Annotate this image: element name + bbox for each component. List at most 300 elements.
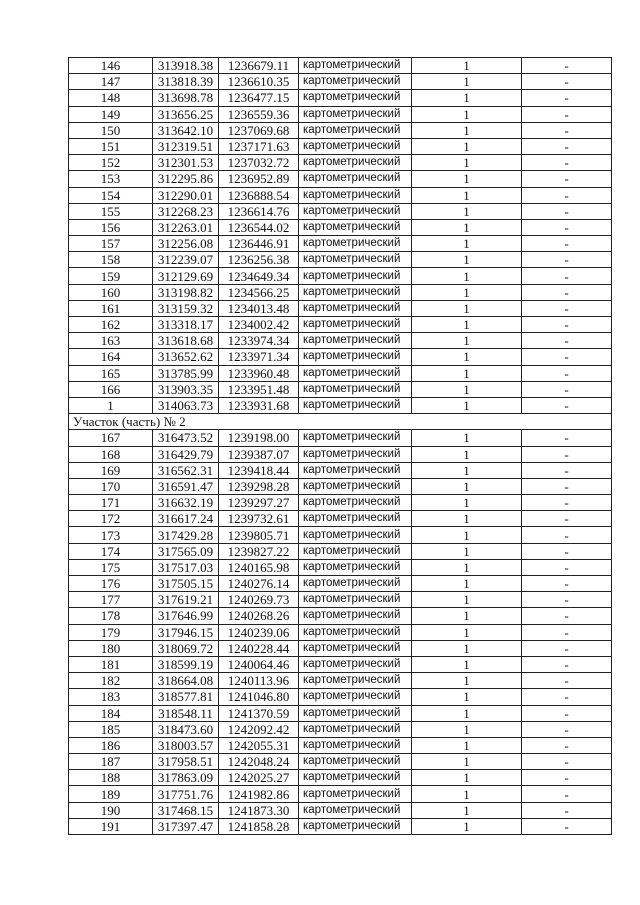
note-cell: - — [522, 268, 612, 284]
section-title: Участок (часть) № 2 — [69, 414, 612, 430]
y-coordinate-cell: 1240165.98 — [219, 559, 299, 575]
table-row — [69, 317, 612, 333]
point-number-cell: 150 — [69, 122, 153, 138]
y-coordinate-cell: 1241873.30 — [219, 802, 299, 818]
note-cell: - — [522, 705, 612, 721]
table-row — [69, 543, 612, 559]
method-cell: картометрический — [299, 608, 412, 624]
y-coordinate-cell: 1237171.63 — [219, 138, 299, 154]
table-row — [69, 656, 612, 672]
note-cell: - — [522, 478, 612, 494]
table-row — [69, 624, 612, 640]
y-coordinate-cell: 1236544.02 — [219, 219, 299, 235]
table-row — [69, 818, 612, 834]
point-number-cell: 163 — [69, 333, 153, 349]
method-cell: картометрический — [299, 754, 412, 770]
accuracy-cell: 1 — [412, 317, 522, 333]
method-cell: картометрический — [299, 656, 412, 672]
x-coordinate-cell: 317751.76 — [153, 786, 219, 802]
method-cell: картометрический — [299, 802, 412, 818]
y-coordinate-cell: 1241046.80 — [219, 689, 299, 705]
method-cell: картометрический — [299, 559, 412, 575]
accuracy-cell: 1 — [412, 705, 522, 721]
y-coordinate-cell: 1236446.91 — [219, 236, 299, 252]
table-row — [69, 478, 612, 494]
note-cell: - — [522, 446, 612, 462]
method-cell: картометрический — [299, 527, 412, 543]
accuracy-cell: 1 — [412, 624, 522, 640]
method-cell: картометрический — [299, 576, 412, 592]
x-coordinate-cell: 313618.68 — [153, 333, 219, 349]
accuracy-cell: 1 — [412, 818, 522, 834]
y-coordinate-cell: 1236477.15 — [219, 90, 299, 106]
note-cell: - — [522, 511, 612, 527]
y-coordinate-cell: 1242048.24 — [219, 754, 299, 770]
accuracy-cell: 1 — [412, 268, 522, 284]
coordinates-table — [68, 57, 612, 835]
note-cell: - — [522, 818, 612, 834]
x-coordinate-cell: 312301.53 — [153, 155, 219, 171]
method-cell: картометрический — [299, 640, 412, 656]
method-cell: картометрический — [299, 300, 412, 316]
point-number-cell: 173 — [69, 527, 153, 543]
method-cell: картометрический — [299, 252, 412, 268]
point-number-cell: 157 — [69, 236, 153, 252]
accuracy-cell: 1 — [412, 737, 522, 753]
x-coordinate-cell: 312263.01 — [153, 219, 219, 235]
x-coordinate-cell: 318548.11 — [153, 705, 219, 721]
note-cell: - — [522, 333, 612, 349]
method-cell: картометрический — [299, 511, 412, 527]
point-number-cell: 168 — [69, 446, 153, 462]
table-row — [69, 576, 612, 592]
x-coordinate-cell: 313918.38 — [153, 58, 219, 74]
table-row — [69, 284, 612, 300]
method-cell: картометрический — [299, 397, 412, 413]
x-coordinate-cell: 316591.47 — [153, 478, 219, 494]
method-cell: картометрический — [299, 284, 412, 300]
y-coordinate-cell: 1241370.59 — [219, 705, 299, 721]
y-coordinate-cell: 1236952.89 — [219, 171, 299, 187]
method-cell: картометрический — [299, 495, 412, 511]
x-coordinate-cell: 317946.15 — [153, 624, 219, 640]
table-row — [69, 592, 612, 608]
x-coordinate-cell: 317397.47 — [153, 818, 219, 834]
point-number-cell: 171 — [69, 495, 153, 511]
y-coordinate-cell: 1242092.42 — [219, 721, 299, 737]
note-cell: - — [522, 656, 612, 672]
y-coordinate-cell: 1239805.71 — [219, 527, 299, 543]
x-coordinate-cell: 312239.07 — [153, 252, 219, 268]
point-number-cell: 152 — [69, 155, 153, 171]
method-cell: картометрический — [299, 770, 412, 786]
accuracy-cell: 1 — [412, 381, 522, 397]
accuracy-cell: 1 — [412, 349, 522, 365]
method-cell: картометрический — [299, 90, 412, 106]
point-number-cell: 180 — [69, 640, 153, 656]
method-cell: картометрический — [299, 721, 412, 737]
note-cell: - — [522, 252, 612, 268]
table-row — [69, 721, 612, 737]
table-row — [69, 155, 612, 171]
point-number-cell: 166 — [69, 381, 153, 397]
note-cell: - — [522, 349, 612, 365]
note-cell: - — [522, 640, 612, 656]
x-coordinate-cell: 314063.73 — [153, 397, 219, 413]
accuracy-cell: 1 — [412, 90, 522, 106]
accuracy-cell: 1 — [412, 495, 522, 511]
point-number-cell: 181 — [69, 656, 153, 672]
accuracy-cell: 1 — [412, 446, 522, 462]
y-coordinate-cell: 1239298.28 — [219, 478, 299, 494]
y-coordinate-cell: 1236610.35 — [219, 74, 299, 90]
method-cell: картометрический — [299, 349, 412, 365]
x-coordinate-cell: 317468.15 — [153, 802, 219, 818]
y-coordinate-cell: 1239297.27 — [219, 495, 299, 511]
accuracy-cell: 1 — [412, 397, 522, 413]
note-cell: - — [522, 155, 612, 171]
method-cell: картометрический — [299, 333, 412, 349]
x-coordinate-cell: 313318.17 — [153, 317, 219, 333]
y-coordinate-cell: 1236256.38 — [219, 252, 299, 268]
accuracy-cell: 1 — [412, 576, 522, 592]
point-number-cell: 146 — [69, 58, 153, 74]
method-cell: картометрический — [299, 365, 412, 381]
note-cell: - — [522, 300, 612, 316]
point-number-cell: 158 — [69, 252, 153, 268]
accuracy-cell: 1 — [412, 754, 522, 770]
y-coordinate-cell: 1241858.28 — [219, 818, 299, 834]
x-coordinate-cell: 313903.35 — [153, 381, 219, 397]
method-cell: картометрический — [299, 74, 412, 90]
y-coordinate-cell: 1239732.61 — [219, 511, 299, 527]
note-cell: - — [522, 74, 612, 90]
note-cell: - — [522, 187, 612, 203]
table-row — [69, 187, 612, 203]
note-cell: - — [522, 624, 612, 640]
accuracy-cell: 1 — [412, 155, 522, 171]
table-row — [69, 559, 612, 575]
accuracy-cell: 1 — [412, 608, 522, 624]
accuracy-cell: 1 — [412, 656, 522, 672]
point-number-cell: 151 — [69, 138, 153, 154]
accuracy-cell: 1 — [412, 478, 522, 494]
y-coordinate-cell: 1240239.06 — [219, 624, 299, 640]
table-row — [69, 106, 612, 122]
accuracy-cell: 1 — [412, 462, 522, 478]
x-coordinate-cell: 313652.62 — [153, 349, 219, 365]
x-coordinate-cell: 317863.09 — [153, 770, 219, 786]
method-cell: картометрический — [299, 673, 412, 689]
y-coordinate-cell: 1240228.44 — [219, 640, 299, 656]
table-row — [69, 333, 612, 349]
accuracy-cell: 1 — [412, 640, 522, 656]
point-number-cell: 176 — [69, 576, 153, 592]
x-coordinate-cell: 317619.21 — [153, 592, 219, 608]
note-cell: - — [522, 58, 612, 74]
accuracy-cell: 1 — [412, 252, 522, 268]
y-coordinate-cell: 1239198.00 — [219, 430, 299, 446]
point-number-cell: 162 — [69, 317, 153, 333]
point-number-cell: 165 — [69, 365, 153, 381]
point-number-cell: 149 — [69, 106, 153, 122]
y-coordinate-cell: 1233960.48 — [219, 365, 299, 381]
accuracy-cell: 1 — [412, 689, 522, 705]
accuracy-cell: 1 — [412, 333, 522, 349]
note-cell: - — [522, 203, 612, 219]
x-coordinate-cell: 316632.19 — [153, 495, 219, 511]
accuracy-cell: 1 — [412, 219, 522, 235]
note-cell: - — [522, 90, 612, 106]
note-cell: - — [522, 770, 612, 786]
point-number-cell: 161 — [69, 300, 153, 316]
note-cell: - — [522, 673, 612, 689]
table-row — [69, 527, 612, 543]
method-cell: картометрический — [299, 268, 412, 284]
y-coordinate-cell: 1237069.68 — [219, 122, 299, 138]
table-row — [69, 58, 612, 74]
x-coordinate-cell: 313198.82 — [153, 284, 219, 300]
x-coordinate-cell: 317517.03 — [153, 559, 219, 575]
point-number-cell: 172 — [69, 511, 153, 527]
table-row — [69, 365, 612, 381]
note-cell: - — [522, 721, 612, 737]
accuracy-cell: 1 — [412, 171, 522, 187]
accuracy-cell: 1 — [412, 300, 522, 316]
method-cell: картометрический — [299, 155, 412, 171]
accuracy-cell: 1 — [412, 58, 522, 74]
y-coordinate-cell: 1236888.54 — [219, 187, 299, 203]
method-cell: картометрический — [299, 138, 412, 154]
method-cell: картометрический — [299, 381, 412, 397]
x-coordinate-cell: 312295.86 — [153, 171, 219, 187]
point-number-cell: 159 — [69, 268, 153, 284]
note-cell: - — [522, 802, 612, 818]
accuracy-cell: 1 — [412, 770, 522, 786]
point-number-cell: 164 — [69, 349, 153, 365]
point-number-cell: 170 — [69, 478, 153, 494]
x-coordinate-cell: 313159.32 — [153, 300, 219, 316]
note-cell: - — [522, 122, 612, 138]
table-row — [69, 786, 612, 802]
table-row — [69, 737, 612, 753]
accuracy-cell: 1 — [412, 430, 522, 446]
y-coordinate-cell: 1236679.11 — [219, 58, 299, 74]
point-number-cell: 189 — [69, 786, 153, 802]
note-cell: - — [522, 138, 612, 154]
point-number-cell: 169 — [69, 462, 153, 478]
accuracy-cell: 1 — [412, 802, 522, 818]
method-cell: картометрический — [299, 446, 412, 462]
method-cell: картометрический — [299, 592, 412, 608]
point-number-cell: 183 — [69, 689, 153, 705]
note-cell: - — [522, 559, 612, 575]
section-row — [69, 414, 612, 430]
accuracy-cell: 1 — [412, 106, 522, 122]
y-coordinate-cell: 1233974.34 — [219, 333, 299, 349]
table-row — [69, 171, 612, 187]
y-coordinate-cell: 1239827.22 — [219, 543, 299, 559]
table-row — [69, 219, 612, 235]
note-cell: - — [522, 106, 612, 122]
x-coordinate-cell: 316473.52 — [153, 430, 219, 446]
note-cell: - — [522, 365, 612, 381]
accuracy-cell: 1 — [412, 138, 522, 154]
table-row — [69, 608, 612, 624]
table-row — [69, 802, 612, 818]
point-number-cell: 174 — [69, 543, 153, 559]
note-cell: - — [522, 754, 612, 770]
table-row — [69, 689, 612, 705]
accuracy-cell: 1 — [412, 236, 522, 252]
note-cell: - — [522, 527, 612, 543]
point-number-cell: 182 — [69, 673, 153, 689]
point-number-cell: 148 — [69, 90, 153, 106]
y-coordinate-cell: 1234013.48 — [219, 300, 299, 316]
note-cell: - — [522, 171, 612, 187]
x-coordinate-cell: 318003.57 — [153, 737, 219, 753]
method-cell: картометрический — [299, 122, 412, 138]
note-cell: - — [522, 397, 612, 413]
x-coordinate-cell: 318599.19 — [153, 656, 219, 672]
method-cell: картометрический — [299, 236, 412, 252]
note-cell: - — [522, 786, 612, 802]
table-row — [69, 381, 612, 397]
x-coordinate-cell: 316617.24 — [153, 511, 219, 527]
note-cell: - — [522, 608, 612, 624]
note-cell: - — [522, 317, 612, 333]
y-coordinate-cell: 1240269.73 — [219, 592, 299, 608]
point-number-cell: 187 — [69, 754, 153, 770]
accuracy-cell: 1 — [412, 527, 522, 543]
table-row — [69, 397, 612, 413]
point-number-cell: 190 — [69, 802, 153, 818]
table-row — [69, 640, 612, 656]
accuracy-cell: 1 — [412, 74, 522, 90]
note-cell: - — [522, 737, 612, 753]
accuracy-cell: 1 — [412, 559, 522, 575]
y-coordinate-cell: 1241982.86 — [219, 786, 299, 802]
point-number-cell: 179 — [69, 624, 153, 640]
point-number-cell: 175 — [69, 559, 153, 575]
method-cell: картометрический — [299, 58, 412, 74]
table-row — [69, 770, 612, 786]
y-coordinate-cell: 1239387.07 — [219, 446, 299, 462]
x-coordinate-cell: 318577.81 — [153, 689, 219, 705]
x-coordinate-cell: 316562.31 — [153, 462, 219, 478]
point-number-cell: 154 — [69, 187, 153, 203]
note-cell: - — [522, 236, 612, 252]
x-coordinate-cell: 318069.72 — [153, 640, 219, 656]
x-coordinate-cell: 313785.99 — [153, 365, 219, 381]
x-coordinate-cell: 313818.39 — [153, 74, 219, 90]
method-cell: картометрический — [299, 478, 412, 494]
table-row — [69, 495, 612, 511]
method-cell: картометрический — [299, 462, 412, 478]
x-coordinate-cell: 312256.08 — [153, 236, 219, 252]
note-cell: - — [522, 576, 612, 592]
accuracy-cell: 1 — [412, 543, 522, 559]
note-cell: - — [522, 592, 612, 608]
accuracy-cell: 1 — [412, 284, 522, 300]
method-cell: картометрический — [299, 106, 412, 122]
table-row — [69, 90, 612, 106]
y-coordinate-cell: 1239418.44 — [219, 462, 299, 478]
note-cell: - — [522, 543, 612, 559]
accuracy-cell: 1 — [412, 592, 522, 608]
method-cell: картометрический — [299, 219, 412, 235]
point-number-cell: 186 — [69, 737, 153, 753]
note-cell: - — [522, 284, 612, 300]
y-coordinate-cell: 1234566.25 — [219, 284, 299, 300]
x-coordinate-cell: 317505.15 — [153, 576, 219, 592]
table-row — [69, 511, 612, 527]
note-cell: - — [522, 381, 612, 397]
point-number-cell: 160 — [69, 284, 153, 300]
point-number-cell: 178 — [69, 608, 153, 624]
y-coordinate-cell: 1233951.48 — [219, 381, 299, 397]
point-number-cell: 1 — [69, 397, 153, 413]
y-coordinate-cell: 1236614.76 — [219, 203, 299, 219]
accuracy-cell: 1 — [412, 203, 522, 219]
table-row — [69, 430, 612, 446]
table-row — [69, 462, 612, 478]
method-cell: картометрический — [299, 624, 412, 640]
point-number-cell: 185 — [69, 721, 153, 737]
accuracy-cell: 1 — [412, 786, 522, 802]
table-row — [69, 74, 612, 90]
x-coordinate-cell: 316429.79 — [153, 446, 219, 462]
accuracy-cell: 1 — [412, 122, 522, 138]
note-cell: - — [522, 495, 612, 511]
x-coordinate-cell: 313642.10 — [153, 122, 219, 138]
point-number-cell: 177 — [69, 592, 153, 608]
x-coordinate-cell: 317646.99 — [153, 608, 219, 624]
y-coordinate-cell: 1242055.31 — [219, 737, 299, 753]
method-cell: картометрический — [299, 737, 412, 753]
point-number-cell: 147 — [69, 74, 153, 90]
table-row — [69, 705, 612, 721]
y-coordinate-cell: 1234649.34 — [219, 268, 299, 284]
y-coordinate-cell: 1236559.36 — [219, 106, 299, 122]
y-coordinate-cell: 1237032.72 — [219, 155, 299, 171]
note-cell: - — [522, 219, 612, 235]
y-coordinate-cell: 1240276.14 — [219, 576, 299, 592]
method-cell: картометрический — [299, 171, 412, 187]
point-number-cell: 153 — [69, 171, 153, 187]
table-row — [69, 349, 612, 365]
table-row — [69, 446, 612, 462]
point-number-cell: 156 — [69, 219, 153, 235]
y-coordinate-cell: 1240113.96 — [219, 673, 299, 689]
x-coordinate-cell: 313698.78 — [153, 90, 219, 106]
table-row — [69, 268, 612, 284]
table-row — [69, 300, 612, 316]
table-row — [69, 236, 612, 252]
table-row — [69, 673, 612, 689]
point-number-cell: 155 — [69, 203, 153, 219]
point-number-cell: 191 — [69, 818, 153, 834]
y-coordinate-cell: 1233931.68 — [219, 397, 299, 413]
x-coordinate-cell: 318664.08 — [153, 673, 219, 689]
y-coordinate-cell: 1234002.42 — [219, 317, 299, 333]
method-cell: картометрический — [299, 786, 412, 802]
table-row — [69, 122, 612, 138]
note-cell: - — [522, 462, 612, 478]
point-number-cell: 188 — [69, 770, 153, 786]
coordinates-table-page — [68, 57, 611, 835]
method-cell: картометрический — [299, 818, 412, 834]
